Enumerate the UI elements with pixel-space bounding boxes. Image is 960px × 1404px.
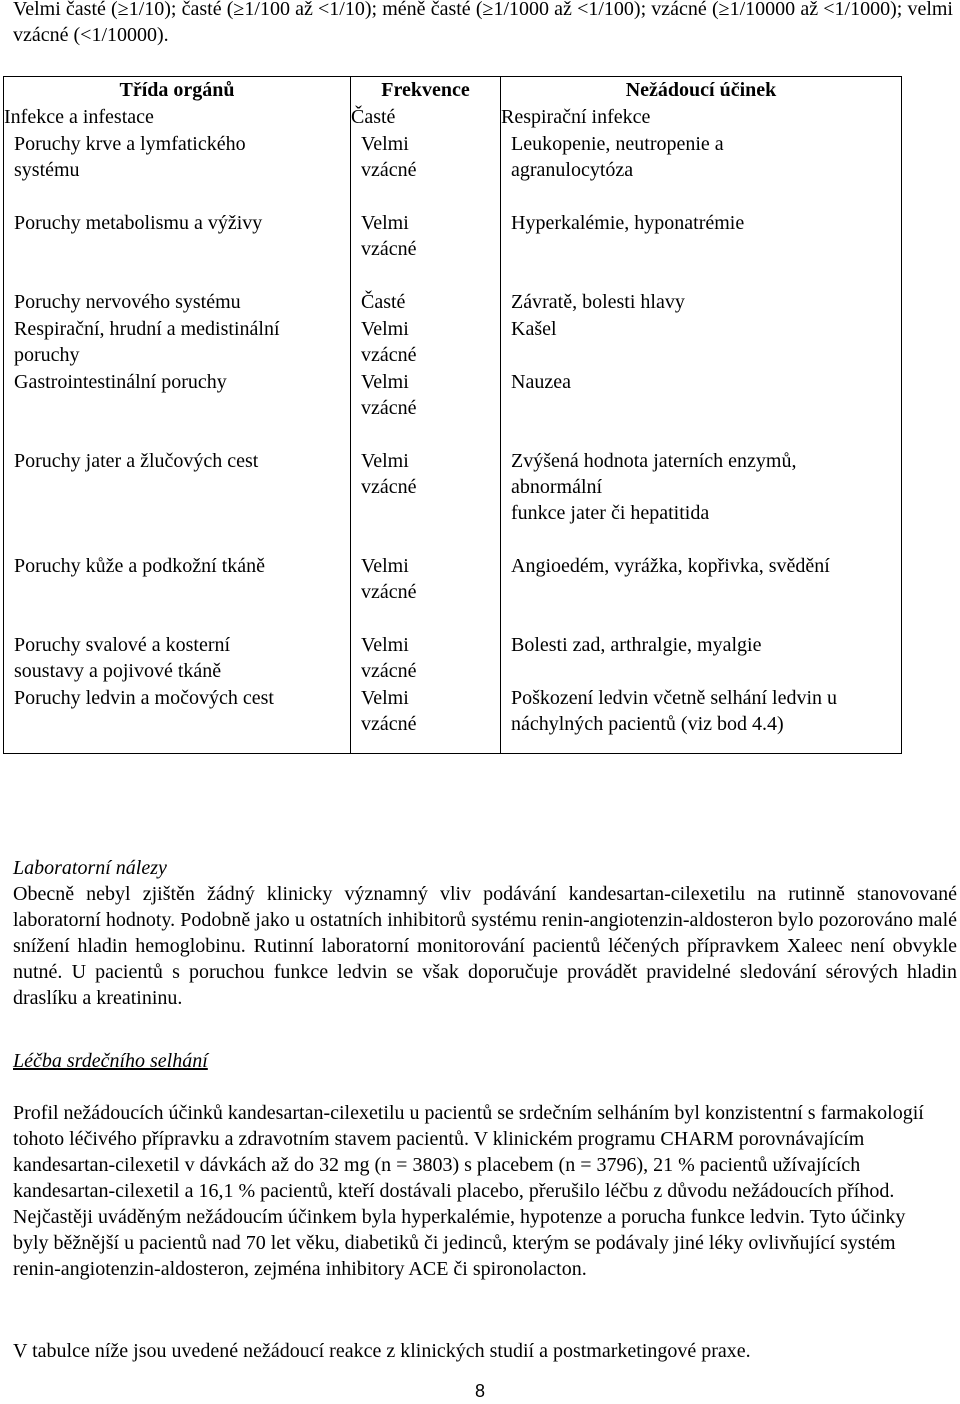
table-header-row: [4, 77, 902, 105]
organ-class-cell: Poruchy svalové a kosterní soustavy a pojivové tkáně: [4, 632, 351, 685]
frequency-cell: Časté: [351, 289, 501, 316]
page-number: 8: [474, 1381, 485, 1401]
table-row: [4, 104, 902, 131]
header-frequency: Frekvence: [351, 77, 501, 105]
organ-class-cell: Respirační, hrudní a medistinální poruchy: [4, 316, 351, 369]
adverse-effect-cell: Respirační infekce: [501, 104, 902, 131]
table-row: [4, 553, 902, 632]
heart-failure-paragraph: Profil nežádoucích účinků kandesartan-cilexetilu u pacientů se srdečním selháním byl konzistentní s farmakologií tohoto léčivého přípravku a zdravotním stavem pacientů. V klinickém programu CHARM porovnávajícím kandesartan-cilexetil v dávkách až do 32 mg (n = 3803) s placebem (n = 3796), 21 % pacientů užívajících kandesartan-cilexetil a 16,1 % pacientů, kteří dostávali placebo, přerušilo léčbu z důvodu nežádoucích příhod. Nejčastěji uváděným nežádoucím účinkem byla hyperkalémie, hypotenze a porucha funkce ledvin. Tyto účinky byly běžnější u pacientů nad 70 let věku, diabetiků či jedinců, kterým se podávaly jiné léky ovlivňující systém renin-angiotenzin-aldosteron, zejména inhibitory ACE či spironolacton.: [13, 1102, 924, 1280]
frequency-cell: Velmi vzácné: [351, 210, 501, 289]
adverse-effect-cell: Angioedém, vyrážka, kopřivka, svědění: [501, 553, 902, 632]
frequency-cell: Velmi vzácné: [351, 131, 501, 210]
organ-class-cell: Poruchy ledvin a močových cest: [4, 685, 351, 753]
frequency-cell: Časté: [351, 104, 501, 131]
frequency-cell: Velmi vzácné: [351, 553, 501, 632]
frequency-cell: Velmi vzácné: [351, 448, 501, 553]
heart-failure-heading: Léčba srdečního selhání: [13, 1050, 208, 1072]
organ-class-cell: Poruchy krve a lymfatického systému: [4, 131, 351, 210]
table-row: [4, 448, 902, 553]
adverse-effect-line: Zvýšená hodnota jaterních enzymů, abnormální: [511, 450, 797, 498]
adverse-effect-cell: Bolesti zad, arthralgie, myalgie: [501, 632, 902, 685]
adverse-effect-cell: Nauzea: [501, 369, 902, 448]
table-row: [4, 369, 902, 448]
lab-findings-paragraph: Obecně nebyl zjištěn žádný klinicky významný vliv podávání kandesartan-cilexetilu na rutinně stanovované laboratorní hodnoty. Podobně jako u ostatních inhibitorů systému renin-angiotenzin-aldosteron bylo pozorováno malé snížení hladin hemoglobinu. Rutinní laboratorní monitorování pacientů léčených přípravkem Xaleec není obvykle nutné. U pacientů s poruchou funkce ledvin se však doporučuje provádět pravidelné sledování sérových hladin draslíku a kreatininu.: [13, 883, 957, 1009]
organ-class-cell: Poruchy jater a žlučových cest: [4, 448, 351, 553]
organ-class-cell: Infekce a infestace: [4, 104, 351, 131]
table-row: [4, 632, 902, 685]
adverse-effect-cell: Leukopenie, neutropenie a agranulocytóza: [501, 131, 902, 210]
table-row: [4, 131, 902, 210]
table-row: [4, 685, 902, 753]
adverse-effect-line: funkce jater či hepatitida: [511, 502, 710, 524]
table-row: [4, 316, 902, 369]
frequency-cell: Velmi vzácné: [351, 369, 501, 448]
organ-class-cell: Poruchy nervového systému: [4, 289, 351, 316]
frequency-cell: Velmi vzácné: [351, 316, 501, 369]
frequency-definition: Velmi časté (≥1/10); časté (≥1/100 až <1/10); méně časté (≥1/1000 až <1/100); vzácné (≥1/10000 až <1/1000); velmi vzácné (<1/10000).: [13, 0, 953, 46]
adverse-effects-table: [3, 76, 902, 754]
organ-class-cell: Poruchy kůže a podkožní tkáně: [4, 553, 351, 632]
header-organ-class: Třída orgánů: [4, 77, 351, 105]
table-row: [4, 289, 902, 316]
table-row: [4, 210, 902, 289]
adverse-effect-cell: Závratě, bolesti hlavy: [501, 289, 902, 316]
adverse-effect-cell: Hyperkalémie, hyponatrémie: [501, 210, 902, 289]
organ-class-cell: Gastrointestinální poruchy: [4, 369, 351, 448]
frequency-cell: Velmi vzácné: [351, 632, 501, 685]
closing-sentence: V tabulce níže jsou uvedené nežádoucí reakce z klinických studií a postmarketingové praxe.: [13, 1340, 751, 1362]
frequency-cell: Velmi vzácné: [351, 685, 501, 753]
organ-class-cell: Poruchy metabolismu a výživy: [4, 210, 351, 289]
adverse-effect-cell: Poškození ledvin včetně selhání ledvin u náchylných pacientů (viz bod 4.4): [501, 685, 902, 753]
header-adverse-effect: Nežádoucí účinek: [501, 77, 902, 105]
adverse-effect-cell: Kašel: [501, 316, 902, 369]
lab-findings-heading: Laboratorní nálezy: [13, 857, 167, 879]
adverse-effect-cell: [501, 448, 902, 553]
